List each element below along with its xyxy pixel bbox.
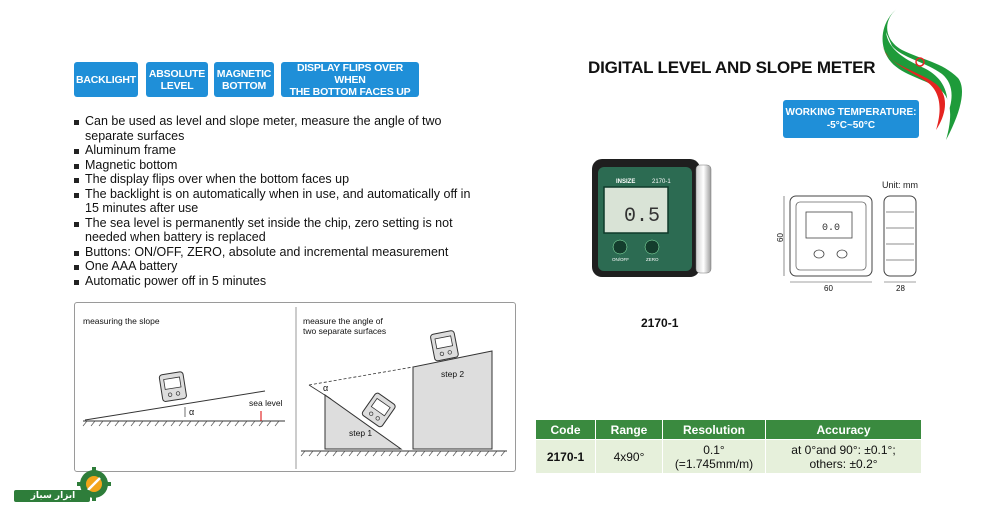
cell-range: 4x90°	[596, 440, 663, 474]
technical-drawing	[774, 190, 926, 294]
badge-label: BACKLIGHT	[75, 73, 137, 86]
usage-diagram	[74, 302, 516, 472]
step2-label: step 2	[441, 369, 465, 379]
device-display-value: 0.5	[624, 205, 661, 228]
feature-item: One AAA battery	[74, 259, 474, 274]
level-device-icon	[361, 392, 396, 428]
unit-label: Unit: mm	[882, 180, 918, 190]
badge-backlight	[74, 62, 138, 97]
accuracy-line2: others: ±0.2°	[809, 456, 878, 471]
step1-label: step 1	[349, 428, 373, 438]
resolution-line1: 0.1°	[703, 442, 725, 457]
drawing-display: 0.0	[822, 223, 841, 234]
cell-accuracy	[766, 440, 922, 474]
feature-item: The sea level is permanently set inside the chip, zero setting is not needed when battery is replaced	[74, 216, 474, 245]
feature-item: The backlight is on automatically when in use, and automatically off in 15 minutes after use	[74, 187, 474, 216]
spec-table-header	[536, 420, 922, 440]
feature-list	[74, 114, 474, 288]
working-temp-line2: -5°C~50°C	[826, 120, 876, 131]
product-photo	[590, 153, 715, 283]
feature-item: Automatic power off in 5 minutes	[74, 274, 474, 289]
cell-code: 2170-1	[536, 440, 596, 474]
spec-table	[535, 419, 922, 474]
dim-width: 60	[824, 284, 833, 293]
right-caption-1: measure the angle of	[303, 316, 383, 326]
header-accuracy: Accuracy	[766, 420, 922, 440]
dim-height: 60	[776, 233, 785, 242]
feature-item: Buttons: ON/OFF, ZERO, absolute and incremental measurement	[74, 245, 474, 260]
device-btn-right-label: ZERO	[646, 257, 659, 262]
left-caption: measuring the slope	[83, 316, 160, 326]
header-resolution: Resolution	[663, 420, 766, 440]
page-title: DIGITAL LEVEL AND SLOPE METER	[588, 58, 876, 77]
cell-resolution	[663, 440, 766, 474]
badge-display-flips	[281, 62, 419, 97]
level-device-icon	[159, 371, 187, 401]
badge-absolute-level	[146, 62, 208, 97]
feature-item: The display flips over when the bottom faces up	[74, 172, 474, 187]
right-caption-2: two separate surfaces	[303, 326, 387, 336]
working-temp-line1: WORKING TEMPERATURE:	[785, 107, 917, 118]
badge-magnetic-bottom	[214, 62, 274, 97]
badge-label: DISPLAY FLIPS OVER WHEN THE BOTTOM FACES UP	[289, 61, 411, 98]
feature-item: Aluminum frame	[74, 143, 474, 158]
badge-label: MAGNETIC BOTTOM	[216, 67, 272, 92]
header-code: Code	[536, 420, 596, 440]
accuracy-line1: at 0°and 90°: ±0.1°;	[791, 442, 896, 457]
brand-logo	[14, 466, 114, 506]
table-row	[536, 440, 922, 474]
feature-item: Magnetic bottom	[74, 158, 474, 173]
product-code-label: 2170-1	[641, 316, 679, 330]
alpha-label-right: α	[323, 383, 329, 393]
header-range: Range	[596, 420, 663, 440]
device-model: 2170-1	[652, 179, 671, 185]
alpha-label: α	[189, 407, 195, 417]
sea-level-label: sea level	[249, 398, 283, 408]
dim-depth: 28	[896, 284, 905, 293]
feature-item: Can be used as level and slope meter, measure the angle of two separate surfaces	[74, 114, 474, 143]
level-device-icon	[430, 330, 459, 361]
logo-text: ابزار سباز	[30, 491, 76, 501]
device-brand: INSIZE	[616, 179, 636, 185]
resolution-line2: (=1.745mm/m)	[674, 456, 754, 471]
working-temperature-badge	[783, 100, 919, 138]
badge-label: ABSOLUTE LEVEL	[148, 67, 206, 92]
device-btn-left-label: ON/OFF	[612, 257, 629, 262]
